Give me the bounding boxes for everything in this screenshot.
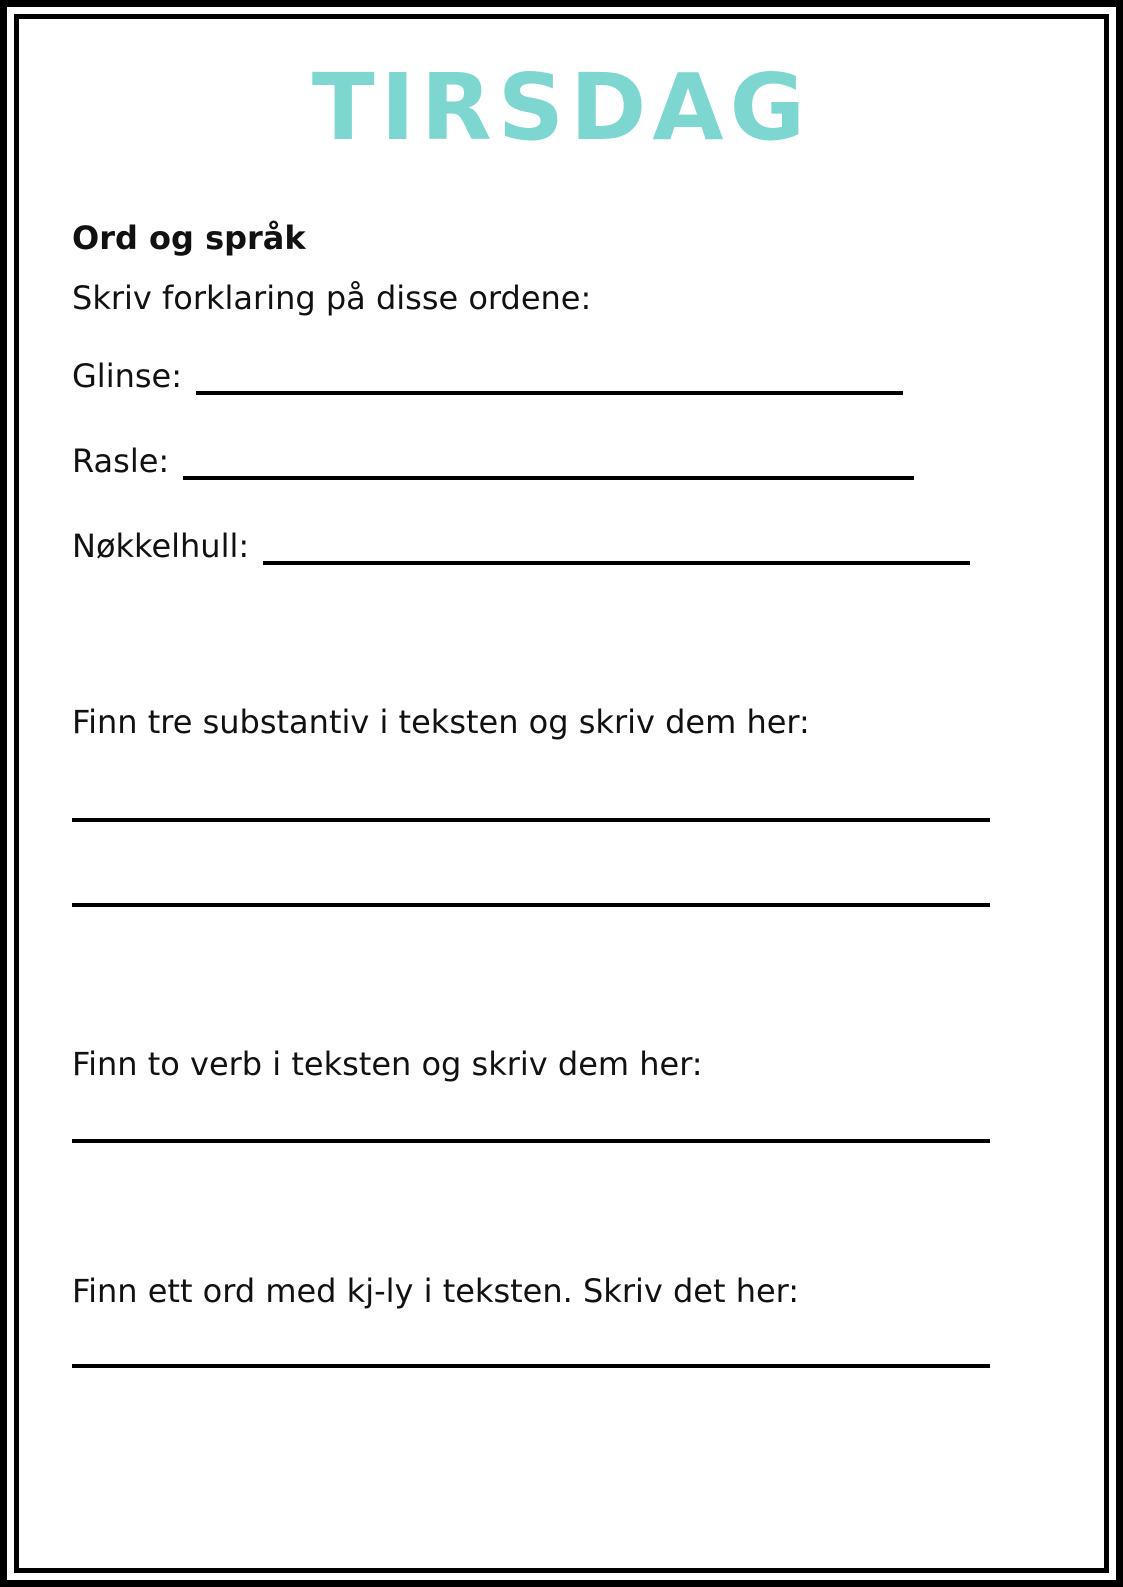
task-nouns-answer-line-1[interactable] — [72, 818, 990, 822]
field-glinse-answer-line[interactable] — [196, 391, 903, 395]
field-rasle — [72, 442, 914, 480]
field-nokkelhull — [72, 527, 970, 565]
field-glinse — [72, 357, 903, 395]
page-title: TIRSDAG — [311, 54, 812, 161]
task-nouns-prompt: Finn tre substantiv i teksten og skriv dem her: — [72, 703, 810, 741]
field-nokkelhull-answer-line[interactable] — [263, 561, 970, 565]
task-verbs-answer-line[interactable] — [72, 1139, 990, 1143]
task-kj-word-answer-line[interactable] — [72, 1364, 990, 1368]
section-instruction: Skriv forklaring på disse ordene: — [72, 279, 592, 317]
section-heading: Ord og språk — [72, 219, 306, 257]
field-rasle-answer-line[interactable] — [183, 476, 914, 480]
task-nouns-answer-line-2[interactable] — [72, 903, 990, 907]
task-verbs-prompt: Finn to verb i teksten og skriv dem her: — [72, 1045, 703, 1083]
field-nokkelhull-label: Nøkkelhull: — [72, 527, 250, 565]
field-rasle-label: Rasle: — [72, 442, 170, 480]
task-kj-word-prompt: Finn ett ord med kj-ly i teksten. Skriv det her: — [72, 1272, 800, 1310]
field-glinse-label: Glinse: — [72, 357, 182, 395]
